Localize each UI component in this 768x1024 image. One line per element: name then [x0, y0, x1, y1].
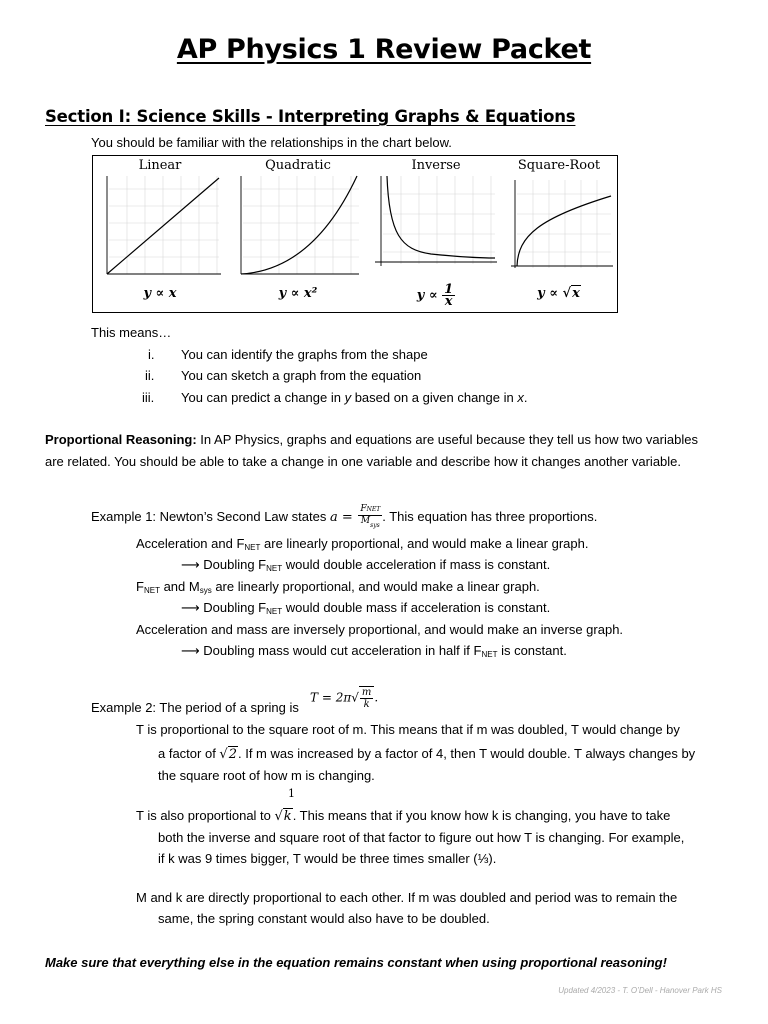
ex1-text: would double mass if acceleration is constant. — [282, 600, 551, 615]
sqrt-2-radicand: 2 — [228, 747, 237, 762]
graph-inverse-numerator: 1 — [444, 282, 454, 297]
newton-num-sub: NET — [366, 506, 381, 513]
sqrt-k-radicand: k — [283, 809, 292, 824]
newton-den-sub: sys — [370, 522, 380, 529]
ex1-sub: NET — [244, 543, 261, 552]
list-item-1: You can identify the graphs from the shape — [181, 347, 428, 362]
footer: Updated 4/2023 - T. O’Dell - Hanover Park HS — [558, 986, 722, 995]
list-item-2: You can sketch a graph from the equation — [181, 368, 422, 383]
ex2-text: . This means that if you know how k is changing, you have to take — [292, 808, 671, 823]
proportional-reasoning-text: In AP Physics, graphs and equations are useful because they tell us how two variables — [196, 432, 698, 447]
spring-formula-numerator: m — [361, 687, 372, 698]
ex2-para1-line2 — [158, 746, 695, 763]
ex1-line6 — [181, 643, 567, 663]
ex1-text: and M — [159, 579, 200, 594]
ex2-para1-line3: the square root of how m is changing. — [158, 768, 375, 783]
ex2-text: a factor of — [158, 746, 220, 761]
spring-formula-lhs: T = 2π — [310, 690, 352, 705]
graph-quadratic-title: Quadratic — [265, 158, 331, 173]
newton-den-symbol: M — [360, 516, 371, 526]
graph-inverse-plot — [371, 174, 501, 274]
graph-linear-plot — [95, 174, 225, 284]
graph-inverse-equation — [371, 284, 501, 307]
spring-period-formula: T = 2π√ $\frac{m}{k}$ . — [310, 687, 379, 710]
graph-square-root-plot — [503, 174, 615, 274]
ex2-text: . If m was increased by a factor of 4, then T would double. T always changes by — [238, 746, 696, 761]
newton-numerator — [358, 504, 382, 516]
list-num-1: i. — [148, 347, 155, 362]
newton-denominator — [358, 516, 382, 531]
inverse-sqrt-k-numerator: 1 — [288, 787, 295, 800]
spring-formula-end: . — [374, 690, 379, 705]
proportional-reasoning-label: Proportional Reasoning: — [45, 432, 197, 447]
ex1-sub: NET — [481, 650, 498, 659]
ex1-text: are linearly proportional, and would make a linear graph. — [260, 536, 589, 551]
ex1-line4 — [181, 600, 550, 620]
example-1-text: Example 1: Newton’s Second Law states — [91, 508, 330, 524]
graph-inverse-fraction — [442, 284, 455, 307]
ex1-sub: sys — [199, 586, 212, 595]
graph-square-root-title: Square-Root — [517, 158, 601, 173]
section-heading: Section I: Science Skills - Interpreting Graphs & Equations — [45, 107, 576, 126]
ex1-line1 — [136, 536, 589, 556]
list-item-3 — [181, 390, 527, 406]
page-title: AP Physics 1 Review Packet — [176, 34, 592, 65]
graph-inverse-denominator: x — [444, 294, 453, 309]
ex1-line5: Acceleration and mass are inversely proportional, and would make an inverse graph. — [136, 622, 624, 637]
ex1-text: are linearly proportional, and would make a linear graph. — [211, 579, 540, 594]
example-2-intro: Example 2: The period of a spring is — [91, 700, 299, 715]
graph-linear-equation: y ∝ x — [143, 286, 177, 301]
ex2-text: T is also proportional to — [136, 808, 275, 823]
intro-text: You should be familiar with the relationships in the chart below. — [91, 135, 452, 150]
ex1-text: would double acceleration if mass is constant. — [282, 557, 551, 572]
graph-square-root-equation-prefix: y ∝ — [537, 286, 563, 301]
graph-quadratic — [233, 156, 363, 312]
example-1-text: . This equation has three proportions. — [382, 508, 598, 524]
sqrt-k: √k — [274, 809, 292, 824]
newton-fraction — [358, 504, 382, 531]
ex2-para2-line3: if k was 9 times bigger, T would be three times smaller (⅓). — [158, 851, 497, 866]
spring-formula-fraction — [359, 686, 374, 710]
ex1-text: F — [136, 579, 144, 594]
proportional-reasoning-line1 — [45, 432, 698, 448]
newton-num-symbol: F — [360, 504, 367, 514]
graph-quadratic-equation: y ∝ x² — [278, 286, 318, 301]
list-num-2: ii. — [145, 368, 155, 383]
closing-note: Make sure that everything else in the equation remains constant when using proportional reasoning! — [45, 955, 667, 970]
ex1-text: Acceleration and F — [136, 536, 245, 551]
graph-inverse — [371, 156, 501, 312]
ex2-para3-line1: M and k are directly proportional to each other. If m was doubled and period was to remain the — [136, 890, 678, 905]
var-x: x — [517, 390, 524, 405]
graph-square-root — [503, 156, 615, 312]
graph-inverse-equation-prefix: y ∝ — [416, 288, 438, 303]
graph-quadratic-plot — [233, 174, 363, 284]
ex2-para3-line2: same, the spring constant would also have to be doubled. — [158, 911, 490, 926]
example-1-intro — [91, 504, 597, 531]
ex2-para2-line1 — [136, 808, 670, 825]
ex1-sub: NET — [266, 564, 283, 573]
ex1-line3 — [136, 579, 540, 599]
list-num-3: iii. — [142, 390, 155, 405]
list-item-3-part: based on a given change in — [351, 390, 518, 405]
sqrt-2: √2 — [219, 747, 237, 762]
ex1-text: ⟶ Doubling F — [181, 600, 267, 615]
ex2-para1-line1: T is proportional to the square root of m. This means that if m was doubled, T would change by — [136, 722, 680, 737]
ex1-line2 — [181, 557, 550, 577]
graph-linear-title: Linear — [138, 158, 182, 173]
ex1-sub: NET — [143, 586, 160, 595]
ex2-para2-line2: both the inverse and square root of that factor to figure out how T is changing. For example, — [158, 830, 685, 845]
graph-square-root-radicand: x — [572, 286, 580, 301]
graph-inverse-title: Inverse — [411, 158, 461, 173]
graph-square-root-equation: y ∝ √x — [537, 286, 580, 301]
ex1-text: ⟶ Doubling F — [181, 557, 267, 572]
proportional-reasoning-line2: are related. You should be able to take a change in one variable and describe how it changes another variable. — [45, 454, 682, 469]
spring-formula-denominator: k — [363, 699, 370, 710]
list-item-3-part: . — [523, 390, 528, 405]
newton-lhs: a = — [329, 509, 353, 525]
relationship-graphs — [92, 155, 618, 313]
var-y: y — [344, 390, 352, 405]
list-item-3-part: You can predict a change in — [181, 390, 345, 405]
ex1-sub: NET — [266, 607, 283, 616]
ex1-text: is constant. — [497, 643, 567, 658]
means-intro: This means… — [91, 325, 172, 340]
graph-linear — [95, 156, 225, 312]
ex1-text: ⟶ Doubling mass would cut acceleration in half if F — [181, 643, 482, 658]
